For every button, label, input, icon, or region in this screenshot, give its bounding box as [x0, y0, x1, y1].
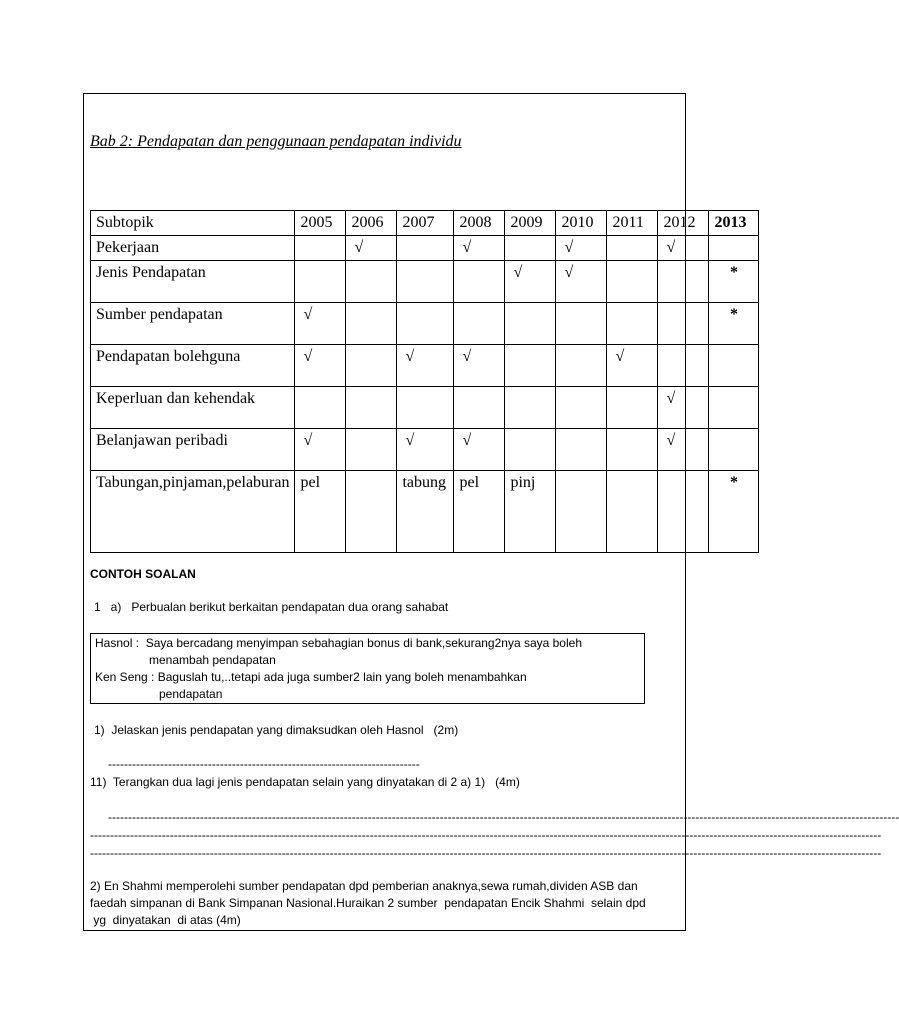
- table-row: [91, 261, 759, 303]
- year-cell: √: [658, 429, 709, 471]
- header-cell: 2006: [346, 211, 397, 236]
- year-cell: √: [658, 387, 709, 429]
- year-cell: [346, 345, 397, 387]
- question-1a: 1 a) Perbualan berikut berkaitan pendapatan dua orang sahabat: [94, 600, 449, 614]
- year-cell: √: [397, 429, 454, 471]
- year-cell: [607, 387, 658, 429]
- year-cell: [346, 303, 397, 345]
- subtopic-cell: Jenis Pendapatan: [91, 261, 295, 303]
- answer-line[interactable]: ------------------------------------------------------------------------------------------------------------------------------------------------------------------------------------------------------: [90, 828, 882, 842]
- header-cell: 2005: [295, 211, 346, 236]
- chapter-title: Bab 2: Pendapatan dan penggunaan pendapatan individu: [90, 133, 462, 150]
- year-cell: [505, 387, 556, 429]
- header-cell: 2012: [658, 211, 709, 236]
- year-cell: √: [295, 345, 346, 387]
- question-1-ii: 11) Terangkan dua lagi jenis pendapatan selain yang dinyatakan di 2 a) 1) (4m): [90, 775, 520, 789]
- section-heading: CONTOH SOALAN: [90, 567, 196, 581]
- year-cell: [607, 236, 658, 261]
- year-cell: *: [709, 471, 759, 553]
- header-cell: 2009: [505, 211, 556, 236]
- year-cell: [607, 429, 658, 471]
- dialog-line: pendapatan: [159, 687, 223, 701]
- subtopic-cell: Sumber pendapatan: [91, 303, 295, 345]
- year-cell: [397, 236, 454, 261]
- subtopic-cell: Keperluan dan kehendak: [91, 387, 295, 429]
- subtopic-cell: Tabungan,pinjaman,pelaburan: [91, 471, 295, 553]
- year-cell: [709, 236, 759, 261]
- year-cell: [346, 387, 397, 429]
- year-cell: [454, 261, 505, 303]
- header-cell: 2011: [607, 211, 658, 236]
- question-2-line: yg dinyatakan di atas (4m): [90, 913, 241, 927]
- year-cell: pel: [454, 471, 505, 553]
- year-cell: [505, 303, 556, 345]
- year-cell: [397, 387, 454, 429]
- year-cell: √: [607, 345, 658, 387]
- table-row: [91, 387, 759, 429]
- year-cell: [556, 303, 607, 345]
- year-cell: [505, 236, 556, 261]
- header-cell: 2008: [454, 211, 505, 236]
- year-cell: √: [454, 429, 505, 471]
- header-cell: Subtopik: [91, 211, 295, 236]
- header-cell: 2010: [556, 211, 607, 236]
- year-cell: [658, 471, 709, 553]
- topic-year-table: [90, 210, 759, 553]
- year-cell: [295, 236, 346, 261]
- question-2-line: faedah simpanan di Bank Simpanan Nasional.Huraikan 2 sumber pendapatan Encik Shahmi selain dpd: [90, 896, 646, 910]
- year-cell: [556, 345, 607, 387]
- year-cell: *: [709, 261, 759, 303]
- year-cell: [295, 387, 346, 429]
- table-row: [91, 303, 759, 345]
- dialog-line: Ken Seng : Baguslah tu,..tetapi ada juga sumber2 lain yang boleh menambahkan: [95, 670, 527, 684]
- year-cell: [454, 303, 505, 345]
- year-cell: pinj: [505, 471, 556, 553]
- question-2-line: 2) En Shahmi memperolehi sumber pendapatan dpd pemberian anaknya,sewa rumah,dividen ASB dan: [90, 879, 638, 893]
- header-cell: 2013: [709, 211, 759, 236]
- year-cell: [346, 429, 397, 471]
- table-header-row: [91, 211, 759, 236]
- table-row: [91, 429, 759, 471]
- year-cell: [454, 387, 505, 429]
- year-cell: √: [556, 261, 607, 303]
- year-cell: [607, 471, 658, 553]
- year-cell: [295, 261, 346, 303]
- year-cell: *: [709, 303, 759, 345]
- year-cell: [346, 261, 397, 303]
- year-cell: √: [397, 345, 454, 387]
- year-cell: √: [505, 261, 556, 303]
- year-cell: pel: [295, 471, 346, 553]
- year-cell: [556, 471, 607, 553]
- subtopic-cell: Pekerjaan: [91, 236, 295, 261]
- year-cell: [505, 345, 556, 387]
- answer-line[interactable]: ------------------------------------------------------------------------------------------------------------------------------------------------------------------------------------------------------: [108, 810, 899, 824]
- answer-line[interactable]: ------------------------------------------------------------------------------: [108, 757, 420, 771]
- header-cell: 2007: [397, 211, 454, 236]
- year-cell: √: [454, 236, 505, 261]
- year-cell: [607, 303, 658, 345]
- year-cell: √: [454, 345, 505, 387]
- year-cell: [607, 261, 658, 303]
- year-cell: √: [295, 429, 346, 471]
- dialog-line: Hasnol : Saya bercadang menyimpan sebahagian bonus di bank,sekurang2nya saya boleh: [95, 636, 582, 650]
- table-row: [91, 345, 759, 387]
- answer-line[interactable]: ------------------------------------------------------------------------------------------------------------------------------------------------------------------------------------------------------: [90, 846, 882, 860]
- year-cell: [709, 345, 759, 387]
- year-cell: √: [346, 236, 397, 261]
- year-cell: [505, 429, 556, 471]
- year-cell: √: [556, 236, 607, 261]
- year-cell: [658, 261, 709, 303]
- year-cell: [346, 471, 397, 553]
- year-cell: [556, 387, 607, 429]
- subtopic-cell: Pendapatan bolehguna: [91, 345, 295, 387]
- table-row: [91, 471, 759, 553]
- year-cell: √: [658, 236, 709, 261]
- dialog-box: [90, 633, 645, 704]
- question-1-i: 1) Jelaskan jenis pendapatan yang dimaksudkan oleh Hasnol (2m): [94, 723, 459, 737]
- year-cell: tabung: [397, 471, 454, 553]
- table-row: [91, 236, 759, 261]
- year-cell: [658, 345, 709, 387]
- year-cell: [397, 303, 454, 345]
- year-cell: [709, 387, 759, 429]
- year-cell: [397, 261, 454, 303]
- dialog-line: menambah pendapatan: [149, 653, 276, 667]
- year-cell: [658, 303, 709, 345]
- year-cell: [709, 429, 759, 471]
- year-cell: [556, 429, 607, 471]
- year-cell: √: [295, 303, 346, 345]
- subtopic-cell: Belanjawan peribadi: [91, 429, 295, 471]
